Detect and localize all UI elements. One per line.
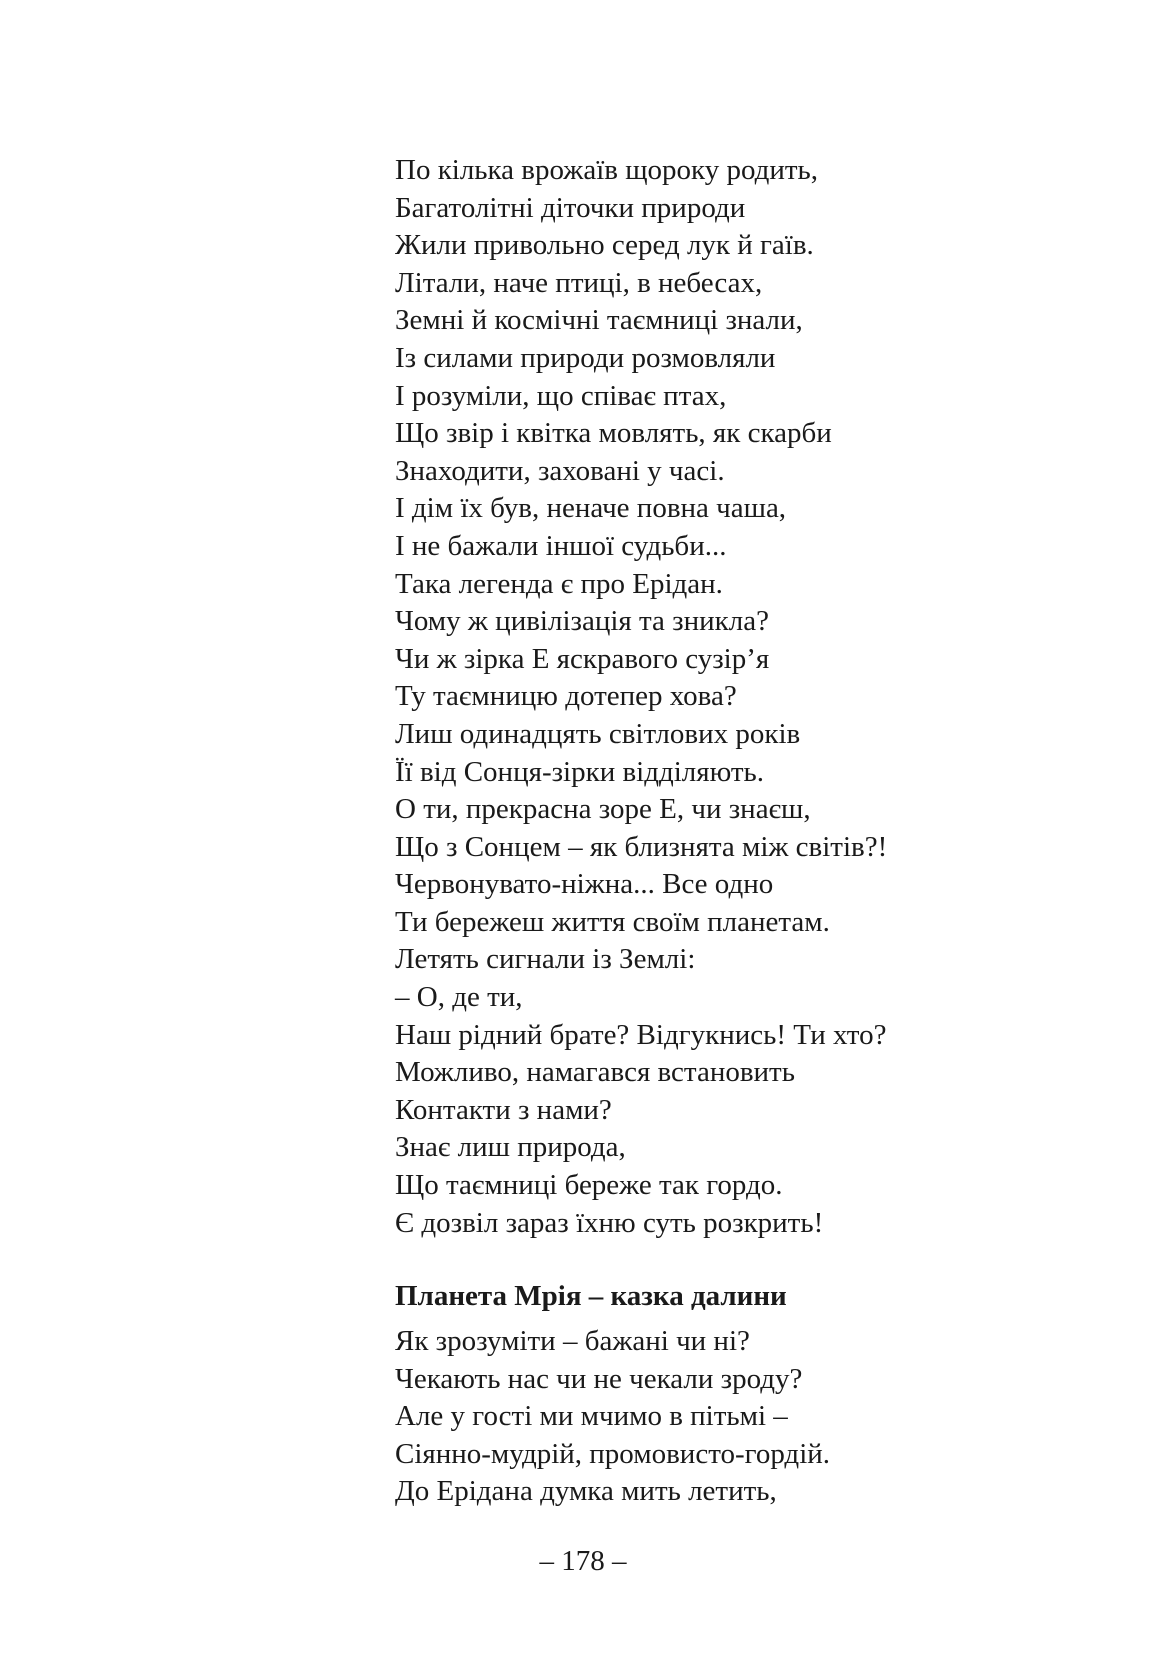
poem-line: Червонувато-ніжна... Все одно xyxy=(395,868,774,901)
poem-line: По кілька врожаїв щороку родить, xyxy=(395,154,819,186)
poem-line: О ти, прекрасна зоре Е, чи знаєш, xyxy=(395,793,811,826)
poem-line: Її від Сонця-зірки відділяють. xyxy=(395,755,765,788)
poem-line: Із силами природи розмовляли xyxy=(395,341,776,374)
poem-line: Жили привольно серед лук й гаїв. xyxy=(395,229,814,262)
poem-line: Контакти з нами? xyxy=(395,1093,612,1126)
poem-line: Ту таємницю дотепер хова? xyxy=(395,680,737,713)
poem-line: Але у гості ми мчимо в пітьмі – xyxy=(395,1400,788,1433)
poem-line: І не бажали іншої судьби... xyxy=(395,529,727,562)
poem-line: Летять сигнали із Землі: xyxy=(395,943,696,976)
poem-line: До Ерідана думка мить летить, xyxy=(395,1475,777,1508)
section-heading: Планета Мрія – казка далини xyxy=(395,1280,787,1312)
poem-line: Є дозвіл зараз їхню суть розкрить! xyxy=(395,1206,824,1239)
poem-line: Така легенда є про Ерідан. xyxy=(395,567,723,600)
poem-line: Наш рідний брате? Відгукнись! Ти хто? xyxy=(395,1018,887,1051)
poem-line: І дім їх був, неначе повна чаша, xyxy=(395,492,787,525)
poem-line: Чи ж зірка Е яскравого сузір’я xyxy=(395,642,770,675)
poem-line: Знаходити, заховані у часі. xyxy=(395,454,725,487)
poem-line: Сіянно-мудрій, промовисто-гордій. xyxy=(395,1437,831,1470)
poem-line: І розуміли, що співає птах, xyxy=(395,379,727,412)
poem-line: Що звір і квітка мовлять, як скарби xyxy=(395,417,832,450)
poem-line: Ти бережеш життя своїм планетам. xyxy=(395,905,830,938)
poem-line: Що з Сонцем – як близнята між світів?! xyxy=(395,830,888,863)
poem-line: Що таємниці береже так гордо. xyxy=(395,1169,783,1202)
poem-line: Земні й космічні таємниці знали, xyxy=(395,304,803,337)
poem-line: Як зрозуміти – бажані чи ні? xyxy=(395,1325,750,1357)
poem-line: Чекають нас чи не чекали зроду? xyxy=(395,1362,803,1395)
poem-line: Чому ж цивілізація та зникла? xyxy=(395,605,769,638)
poem-line: Багатолітні діточки природи xyxy=(395,191,746,224)
poem-line: Літали, наче птиці, в небесах, xyxy=(395,266,763,299)
poem-stanza-2 xyxy=(395,1323,830,1511)
poem-line: Лиш одинадцять світлових років xyxy=(395,717,801,750)
poem-line: Можливо, намагався встановить xyxy=(395,1056,795,1089)
page-number: – 178 – xyxy=(539,1545,627,1577)
poem-line: Знає лиш природа, xyxy=(395,1131,626,1164)
poem-stanza xyxy=(395,152,887,1242)
poem-line: – О, де ти, xyxy=(395,981,523,1014)
